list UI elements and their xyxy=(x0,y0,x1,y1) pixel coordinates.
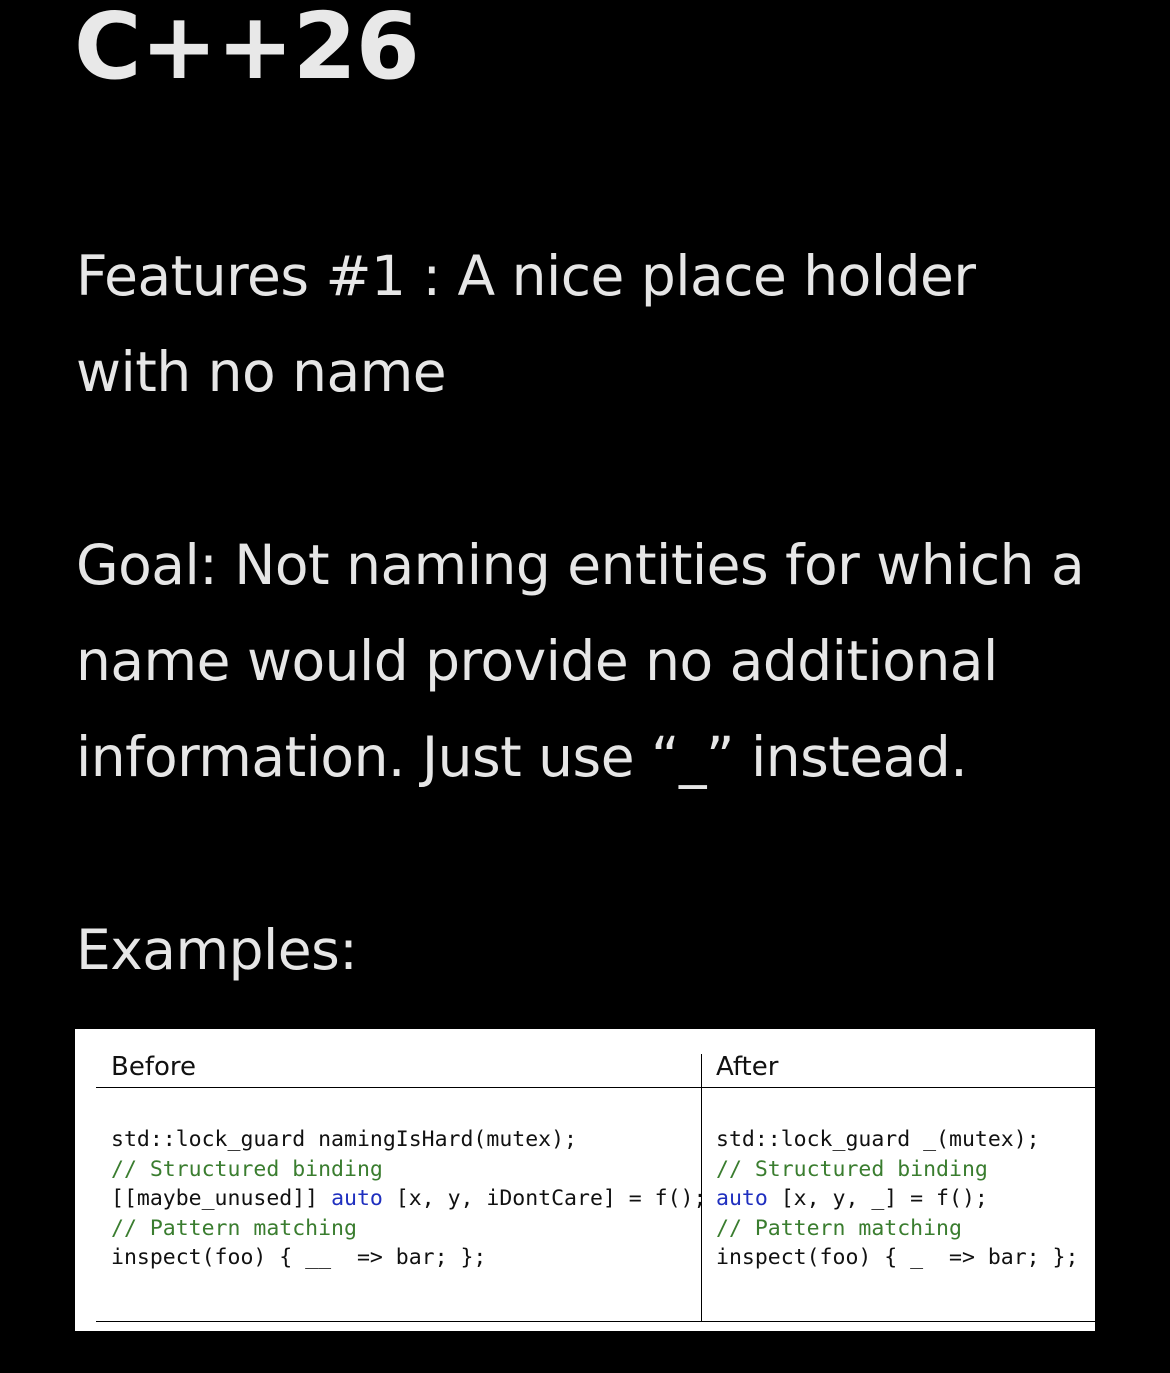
after-code-line-1: std::lock_guard _(mutex); xyxy=(716,1127,1040,1152)
before-code-attribute: [[maybe_unused]] xyxy=(111,1186,332,1211)
examples-table xyxy=(75,1029,1095,1331)
after-code-keyword: auto xyxy=(716,1186,768,1211)
features-line-2: with no name xyxy=(76,340,447,404)
before-code-comment-1: // Structured binding xyxy=(111,1156,383,1182)
slide-title: C++26 xyxy=(74,0,419,100)
after-code-comment-2: // Pattern matching xyxy=(716,1215,962,1241)
features-line-1: Features #1 : A nice place holder xyxy=(76,244,976,308)
header-rule xyxy=(96,1087,1095,1088)
goal-line-2: name would provide no additional xyxy=(76,629,998,693)
footer-rule xyxy=(96,1321,1095,1322)
examples-label: Examples: xyxy=(76,918,358,982)
before-code-comment-2: // Pattern matching xyxy=(111,1215,357,1241)
after-code-binding: [x, y, _] = f(); xyxy=(767,1186,988,1211)
features-heading xyxy=(76,228,1116,420)
after-code-comment-1: // Structured binding xyxy=(716,1156,988,1182)
after-code-block xyxy=(716,1125,1078,1273)
before-code-block xyxy=(111,1125,706,1273)
before-code-binding: [x, y, iDontCare] = f(); xyxy=(382,1186,707,1211)
after-code-line-3 xyxy=(716,1184,1078,1214)
goal-paragraph xyxy=(76,517,1116,805)
before-code-line-3 xyxy=(111,1184,706,1214)
goal-line-3: information. Just use “_” instead. xyxy=(76,725,968,789)
before-code-line-1: std::lock_guard namingIsHard(mutex); xyxy=(111,1127,577,1152)
before-code-line-5: inspect(foo) { __ => bar; }; xyxy=(111,1245,487,1270)
after-code-line-5: inspect(foo) { _ => bar; }; xyxy=(716,1245,1079,1270)
before-column-header: Before xyxy=(111,1052,197,1082)
before-code-keyword: auto xyxy=(331,1186,383,1211)
goal-line-1: Goal: Not naming entities for which a xyxy=(76,533,1085,597)
after-column-header: After xyxy=(716,1052,779,1082)
